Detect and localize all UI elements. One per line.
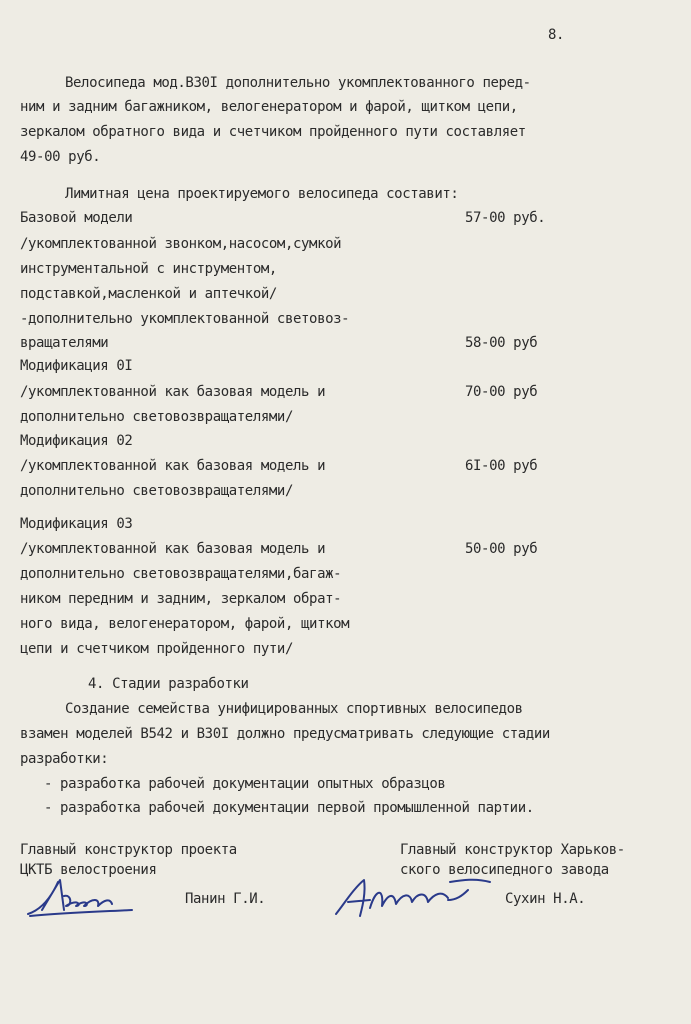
entry-line: Модификация 02 bbox=[20, 433, 133, 449]
entry-price: 57-00 руб. bbox=[465, 210, 546, 226]
handwritten-signature-right bbox=[330, 870, 500, 930]
signatory-name: Сухин Н.А. bbox=[505, 891, 586, 907]
entry-line: /укомплектованной как базовая модель и bbox=[20, 458, 326, 474]
entry-line: -дополнительно укомплектованной световоз- bbox=[20, 311, 350, 327]
stage-item: - разработка рабочей документации опытных образцов bbox=[44, 776, 446, 792]
entry-line: ного вида, велогенератором, фарой, щитком bbox=[20, 616, 350, 632]
entry-line: цепи и счетчиком пройденного пути/ bbox=[20, 641, 293, 657]
entry-line: /укомплектованной как базовая модель и bbox=[20, 384, 326, 400]
entry-line: инструментальной с инструментом, bbox=[20, 261, 277, 277]
entry-price: 70-00 руб bbox=[465, 384, 538, 400]
section-heading: 4. Стадии разработки bbox=[88, 676, 249, 692]
intro-line: 49-00 руб. bbox=[20, 149, 101, 165]
signatory-title-line: Главный конструктор Харьков- bbox=[400, 842, 625, 858]
entry-price: 58-00 руб bbox=[465, 335, 538, 351]
intro-line: Велосипеда мод.В30I дополнительно укомплектованного перед- bbox=[65, 75, 531, 91]
signatory-name: Панин Г.И. bbox=[185, 891, 266, 907]
entry-line: дополнительно световозвращателями/ bbox=[20, 483, 293, 499]
signatory-title-line: Главный конструктор проекта bbox=[20, 842, 237, 858]
stage-item: - разработка рабочей документации первой промышленной партии. bbox=[44, 800, 534, 816]
entry-line: подставкой,масленкой и аптечкой/ bbox=[20, 286, 277, 302]
signatory-title-line: ЦКТБ велостроения bbox=[20, 862, 157, 878]
entry-price: 6I-00 руб bbox=[465, 458, 538, 474]
section-paragraph-line: разработки: bbox=[20, 751, 109, 767]
section-paragraph-line: взамен моделей В542 и В30I должно предусматривать следующие стадии bbox=[20, 726, 550, 742]
entry-line: /укомплектованной звонком,насосом,сумкой bbox=[20, 236, 342, 252]
entry-line: Модификация 03 bbox=[20, 516, 133, 532]
entry-line: дополнительно световозвращателями,багаж- bbox=[20, 566, 342, 582]
entry-line: Модификация 0I bbox=[20, 358, 133, 374]
intro-line: ним и задним багажником, велогенератором и фарой, щитком цепи, bbox=[20, 99, 518, 115]
section-paragraph-line: Создание семейства унифицированных спортивных велосипедов bbox=[65, 701, 523, 717]
entry-price: 50-00 руб bbox=[465, 541, 538, 557]
entry-line: дополнительно световозвращателями/ bbox=[20, 409, 293, 425]
entry-line: ником передним и задним, зеркалом обрат- bbox=[20, 591, 342, 607]
intro-line: зеркалом обратного вида и счетчиком пройденного пути составляет bbox=[20, 124, 526, 140]
limit-price-heading: Лимитная цена проектируемого велосипеда составит: bbox=[65, 186, 459, 202]
signatory-title-line: ского велосипедного завода bbox=[400, 862, 609, 878]
page-number: 8. bbox=[548, 27, 565, 43]
entry-line: Базовой модели bbox=[20, 210, 133, 226]
entry-line: /укомплектованной как базовая модель и bbox=[20, 541, 326, 557]
entry-line: вращателями bbox=[20, 335, 109, 351]
handwritten-signature-left bbox=[20, 870, 150, 930]
